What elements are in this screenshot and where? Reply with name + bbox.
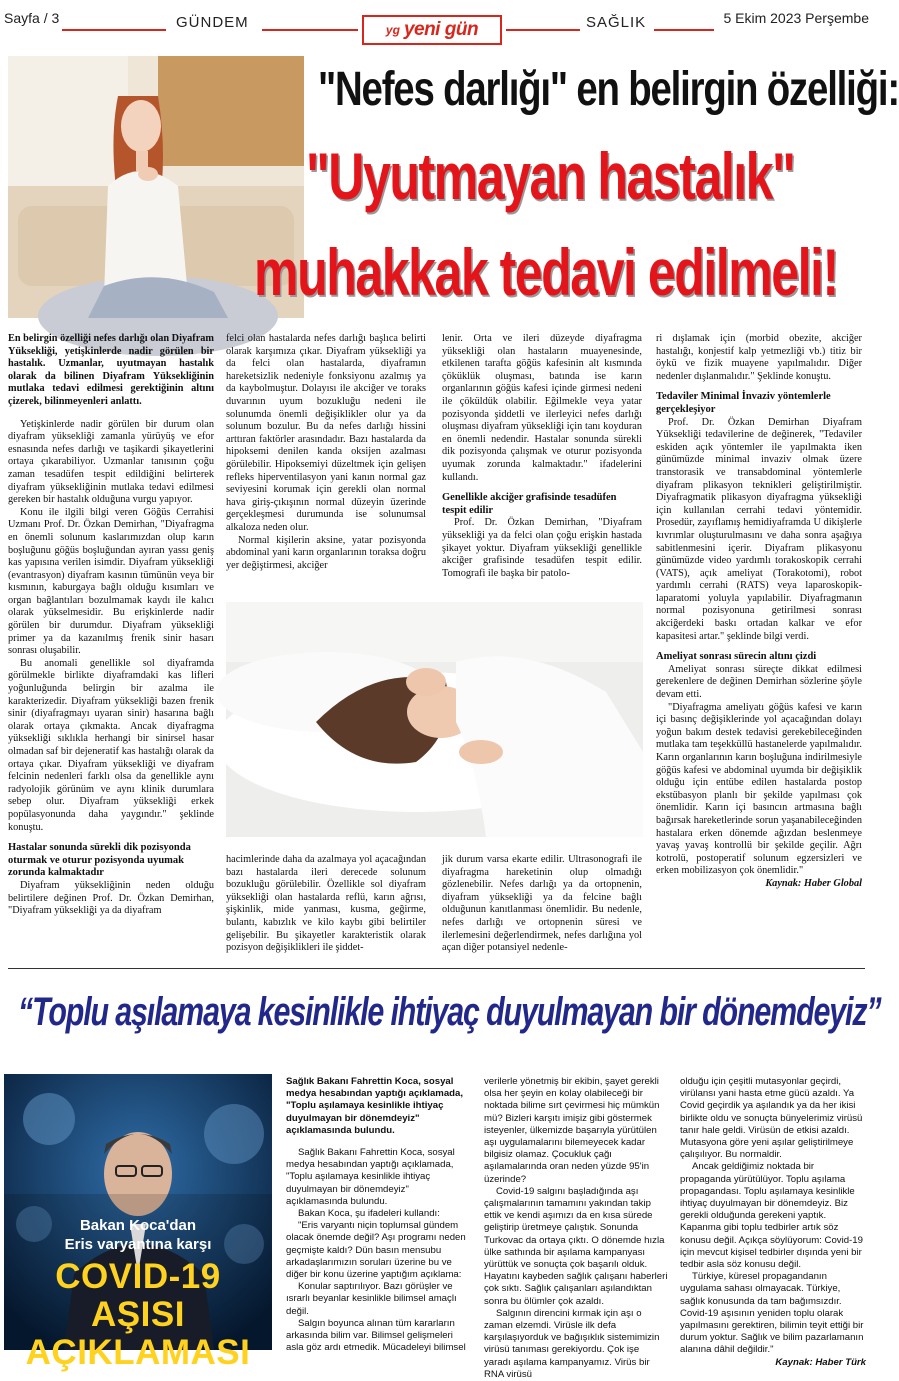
paragraph: Ameliyat sonrası süreçte dikkat edilmesi gerekenlere de değinen Demirhan sözlerine şöyle devam etti.: [656, 663, 862, 701]
subheading: Tedaviler Minimal İnvaziv yöntemlerle gerçekleşiyor: [656, 391, 831, 415]
story1-lead: En belirgin özelliği nefes darlığı olan Diyafram Yüksekliği, yetişkinlerde nadir görülen bir hastalık. Uzmanlar, uyutmayan hastalık olarak da bilinen Diyafram Yüksekliğinin mutlaka tedavi edilmesi gerektiğinin altını çizerek, bilinmeyenleri anlattı.: [8, 333, 214, 407]
story1-column-3-continued: [442, 854, 642, 955]
paragraph: lenir. Orta ve ileri düzeyde diyafragma yüksekliği olan hastaların muayenesinde, etkilenen tarafta göğüs kafesinin alt kısmında çöküklük oluşması, batında ise karın organlarının göğüs kafesi içinde girmesi nedeni ile çöküldük olabilir. Eğilmekle veya yatar pozisyonda şiddetli ve ilerleyici nefes darlığı oluşması diyafram yüksekliği için tanı koyduran en önemli nedendir. Hastalar sonunda sürekli dik pozisyonda çalışmak ve oturur pozisyonda uyumak zorunda kalmaktadır." ifadelerini kullandı.: [442, 333, 642, 483]
section-left-label: GÜNDEM: [176, 14, 249, 31]
page-number: Sayfa / 3: [4, 10, 60, 26]
page-header: [0, 0, 883, 44]
paragraph: Diyafram yüksekliğinin neden olduğu belirtilere değinen Prof. Dr. Özkan Demirhan, "Diyafram yüksekliği ya da diyafram: [8, 879, 214, 917]
story2-lead: Sağlık Bakanı Fahrettin Koca, sosyal medya hesabından yaptığı açıklamada, "Toplu aşılamaya kesinlikle ihtiyaç duyulmayan bir dönemdeyiz" açıklamasında bulundu.: [286, 1076, 464, 1136]
subheading: Genellikle akciğer grafisinde tesadüfen tespit edilir: [442, 492, 617, 516]
story1-column-4: [656, 333, 862, 891]
source-credit: [656, 878, 862, 891]
paragraph: Bakan Koca, şu ifadeleri kullandı:: [298, 1208, 440, 1220]
paragraph: Konu ile ilgili bilgi veren Göğüs Cerrahisi Uzmanı Prof. Dr. Özkan Demirhan, "Diyafragma en önemli solunum kaslarımızdan olup karın boşluğunu göğüs boşluğundan ayıran yassı geniş kas yapısına verilen isimdir. Diyafram yüksekliği (evantrasyon) diyafram kasının tümünün veya bir kısmının, kaburgaya bağlı olduğu kısımları ve organ bağlantıları bozulmamak kaydı ile kalıcı olarak yükselmesidir. Bu erişkinlerde nadir görülen bir durumdur. Diyafram yüksekliği primer ya da kazanılmış frenik sinir hasarı sonrası oluşabilir.: [8, 506, 214, 657]
paragraph: Konular saptırılıyor. Bazı görüşler ve ısrarlı beyanlar kesinlikle bilimsel amaçlı değil.: [286, 1281, 457, 1317]
headline-line-3: muhakkak tedavi edilmeli!: [254, 235, 838, 309]
minister-covid-photo: [4, 1074, 272, 1372]
paragraph: Türkiye, küresel propagandanın uygulama sahası olmayacak. Türkiye, sağlık konusunda da tam bağımsızdır. Covid-19 aşısının yeniden toplu olarak yapılmasını gerektiren, bilimin teyit ettiği bir durum yoktur. Sağlık ve bilim pazarlamanın alanına dâhil değildir.": [680, 1271, 864, 1356]
subheading: Hastalar sonunda sürekli dik pozisyonda oturmak ve oturur pozisyonda uyumak zorunda kalmaktadır: [8, 842, 191, 879]
header-rule-center-right: [506, 29, 580, 31]
photo-title-line-1: COVID-19 AŞISI: [55, 1257, 221, 1334]
headline-line-1: "Nefes darlığı" en belirgin özelliği:: [318, 63, 899, 116]
story2-headline: “Toplu aşılamaya kesinlikle ihtiyaç duyulmayan bir dönemdeyiz”: [18, 990, 881, 1034]
story2-column-3: [680, 1076, 866, 1369]
woman-in-bed-photo: [226, 602, 643, 837]
header-rule-left: [62, 29, 166, 31]
source-credit: Kaynak: Haber Türk: [775, 1356, 866, 1368]
story1-column-2-continued: [226, 854, 426, 955]
headline-line-2: "Uyutmayan hastalık": [306, 139, 795, 213]
paragraph: Covid-19 salgını başladığında aşı çalışmalarının tamamını yakından takip ettik ve kendi aşımızı da en kısa sürede geliştirip üretmeye çalıştık. Sonunda Turkovac da ortaya çıktı. O dönemde hızla ülke sathında bir aşılama kampanyası yürüttük ve sonuçta çok başarılı olduk. Hayatını kaybeden sağlık çalışanı haberleri çok sıktı. Sağlık çalışanları aşılandıktan sonra bu ölümler çok azaldı.: [484, 1185, 668, 1307]
logo-prefix: yg: [385, 23, 400, 37]
story1-column-1: [8, 333, 214, 918]
section-right-label: SAĞLIK: [586, 14, 647, 31]
photo-title: [4, 1258, 272, 1372]
photo-caption-line-1: Bakan Koca'dan: [79, 1217, 197, 1234]
paragraph: Bu anomali genellikle sol diyaframda görülmekle birlikte diyaframdaki kas lifleri yoğunluğunda belirgin bir azalma ile karakterizedir. Diyafram yüksekliği bazen frenik sinir (diyafragmayı uyaran sinir) hasarına bağlı olarak ortaya çıkmakta. Ancak diyafragma yüksekliği sıklıkla herhangi bir sinirsel hasar olmadan saf bir dejeneratif kas hastalığı olarak da ortaya çıkar. Diyafram yüksekliği ve diyafram felcinin nedenleri farklı olsa da genellikle aynı radyolojik görünüm ve aynı klinik durumlara sebep olur. Diyafram yüksekliği erkek popülasyonunda daha yaygındır." şeklinde konuştu.: [8, 657, 214, 833]
paragraph: verilerle yönetmiş bir ekibin, şayet gerekli olsa her şeyin en kolay olabileceği bir noktada bilime sırt çevirmesi hiç mümkün mü? Bizleri karşıtı imişiz gibi göstermek isteyenler, ülkemizde başarıyla yürütülen aşı uygulamalarını bilemeyecek kadar bilgisiz olamaz. Çocukluk çağı aşılamalarında oran neden yüzde 95'in üzerinde?: [484, 1076, 660, 1185]
paragraph: ri dışlamak için (morbid obezite, akciğer hastalığı, konjestif kalp yetmezliği vb.) titiz bir öykü ve fizik muayene yapılmalıdır. Diğer nedenler dışlanmalıdır." Şeklinde konuştu.: [656, 333, 862, 382]
paragraph: Ancak geldiğimiz noktada bir propaganda yürütülüyor. Toplu aşılama propagandası. Toplu aşılamaya kesinlikle ihtiyaç duyulmayan bir dönemdeyiz. Biz gerekli olduğunda gerekeni yaptık. Kapanma gibi toplu tedbirler artık söz konusu değil. Açıkça söylüyorum: Covid-19 için mevcut kişisel tedbirler dışında yeni bir tedbir asla söz konusu değil.: [680, 1161, 863, 1271]
paragraph: Salgın boyunca alınan tüm kararların arkasında bilim var. Bilimsel gelişmeleri asla göz ardı etmedik. Mücadeleyi bilimsel: [286, 1317, 466, 1354]
header-rule-right: [654, 29, 714, 31]
source-text: Kaynak: Haber Global: [765, 877, 862, 889]
newspaper-logo[interactable]: [362, 15, 502, 45]
paragraph: "Diyafragma ameliyatı göğüs kafesi ve karın içi basınç değişiklerinde yol açacağından dolayı yoğun bakım destek tedavisi gerekebileceğinden mutlaka tam teşekküllü hastanelerde yapılmalıdır. Karın organlarının karın boşluğuna indirilmesiyle göğüs kafesi ve abdominal uyumda bir değişiklik olduğu için entübe edilen hastalarda postop ekstübasyon planlı bir şekilde yapılması çok önemlidir. Karın içi basıncın artmasına bağlı bağırsak hareketlerinde sorun yaşanabileceğinden hastalara erken dönemde ağızdan beslenmeye yavaş yavaş kontrollü bir şekilde geçilir. Ağrı kotrolü, postoperatif solunum egzersizleri ve erken mobilizasyon çok önemlidir.": [656, 701, 862, 877]
paragraph: Yetişkinlerde nadir görülen bir durum olan diyafram yüksekliği zamanla yürüyüş ve efor esnasında nefes darlığı ve taşikardi şikayetlerini ortaya çıkarabiliyor. Uzmanlar tanısının çoğu zaman tesadüfen tespit edildiğini belirterek diyafram yüksekliğinin mutlaka tedavi edilmesi gereken bir hastalık olduğuna vurgu yapıyor.: [8, 418, 214, 506]
paragraph: jik durum varsa ekarte edilir. Ultrasonografi ile diyafragma hareketinin olup olmadığı gözlenebilir. Nefes darlığı ya da ortopnenin, diyafram yüksekliği ya da felcine bağlı olduğunun kanıtlanması önemlidir. Bu nedenle, nefes darlığı ve ortopnenin süresi ve ilerlemesini değerlendirmek, nefes darlığına yol açan diğer potansiyel nedenle-: [442, 854, 642, 954]
paragraph: "Eris varyantı niçin toplumsal gündem olacak önemde değil? Aşı programı neden geçmişte kaldı? Dün basın mensubu arkadaşlarımızın soruları üzerine bu ve diğer bir konu üzerine yaptığım açıklama:: [286, 1220, 466, 1281]
paragraph: felci olan hastalarda nefes darlığı başlıca belirti olarak karşımıza çıkar. Diyafram yüksekliği ya da felci olan hastalarda, diyaframın hareketsizlik nedeniyle fonksiyonu azalmış ya da kaybolmuştur. Dolayısı ile akciğer ve toraks duvarının uyum bozukluğu nedeni ile solunumda önemli değişiklikler olur ya da solunum bozulur. Bu da nefes darlığı hissini arttıran faktörler arasındadır. Bazı hastalarda da hipoksemi denilen kanda oksijen azalması görülebilir. Hipoksemiyi düzeltmek için gelişen refleks hiperventilasyon yani kanın normal gaz seviyesini korumak için gerekli olan normal hava giriş-çıkışının normal düzeyin üzerinde gerçekleşmesi durumunda ise solunumsal alkaloza neden olur.: [226, 333, 426, 533]
paragraph: Salgının direncini kırmak için aşı o zaman elzemdi. Virüsle ilk defa karşılaşıyorduk ve bağışıklık sistemimizin virüsü tanıması gerekiyordu. Çok işe yaradı aşılama kampanyamız. Virüs bir RNA virüsü: [484, 1307, 660, 1380]
photo-caption-line-2: Eris varyantına karşı: [64, 1236, 212, 1253]
story-separator: [8, 968, 865, 969]
paragraph: hacimlerinde daha da azalmaya yol açacağından bazı hastalarda ileri derecede solunum bozukluğu görülebilir. Özellikle sol diyafram yüksekliği olan hastalarda reflü, karın ağrısı, şişkinlik, mide yanması, kusma, geğirme, bulantı, kabızlık ve kilo kaybı gibi belirtiler gelişebilir. Bu şikayetler karakteristik olarak pozisyon değişiklikleri ile şiddet-: [226, 854, 426, 954]
paragraph: Prof. Dr. Özkan Demirhan, "Diyafram yüksekliği ya da felci olan çoğu erişkin hastada şikayet yoktur. Diyafram yüksekliği genellikle akciğer grafisinde tesadüfen tespit edilir. Tomografi ile başka bir patolo-: [442, 517, 642, 579]
subheading: Ameliyat sonrası sürecin altını çizdi: [656, 651, 817, 663]
photo-title-line-2: AÇIKLAMASI: [25, 1333, 251, 1372]
paragraph: Sağlık Bakanı Fahrettin Koca, sosyal medya hesabından yaptığı açıklamada, "Toplu aşılamaya kesinlikle ihtiyaç duyulmayan bir dönemdeyiz" açıklamasında bulundu.: [286, 1147, 455, 1207]
logo-name: yeni gün: [403, 19, 479, 40]
paragraph: Normal kişilerin aksine, yatar pozisyonda abdominal yani karın organlarının toraksa doğru yer değiştirmesi, akciğer: [226, 534, 426, 571]
issue-date: 5 Ekim 2023 Perşembe: [723, 10, 869, 26]
header-rule-center-left: [262, 29, 358, 31]
story2-column-1: [286, 1076, 472, 1354]
story2-column-2: [484, 1076, 668, 1381]
paragraph: Prof. Dr. Özkan Demirhan Diyafram Yüksekliği tedavilerine de değinerek, "Tedaviler eskiden açık yöntemler ile yapılmakta iken günümüzde minimal invaziv olmak üzere transtorasik ve transabdominal yöntemlerle diyafram plikasyon teknikleri geliştirilmiştir. Diyafragmatik plikasyon diyafragma yüksekliği için kullanılan cerrahi tedavi yöntemidir. Prosedür, zayıflamış hemidiyaframda U dikişlerle kıvrımlar oluşturulmasını ve daha sonra aşağıya sabitlenmesini içerir. Diyafram plikasyonu günümüzde video yardımlı torakoskopik cerrahi (VATS), açık ameliyat (Torakotomi), robot yardımlı cerrahi (RATS) veya laparoskopik- laparatomi yoluyla yapılabilir. Diyafragmanın normal pozisyonuna getirilmesi sonrası akciğerdeki baskı ortadan kalkar ve efor kapasitesi artar." şeklinde bilgi verdi.: [656, 416, 862, 642]
photo-caption: [4, 1216, 272, 1254]
story1-column-3: [442, 333, 642, 580]
paragraph: olduğu için çeşitli mutasyonlar geçirdi, virülansı yani hasta etme gücü azaldı. Ya Covid geçirdik ya aşılandık ya da her ikisi birlikte oldu ve sonuçta bünyelerimiz virüsü tanır hale geldi. Virüsün de etkisi azaldı. Mutasyona göre yeni aşılar geliştirilmeye çalışılıyor. Bu normaldir.: [680, 1076, 863, 1161]
story1-column-2: [226, 333, 426, 572]
